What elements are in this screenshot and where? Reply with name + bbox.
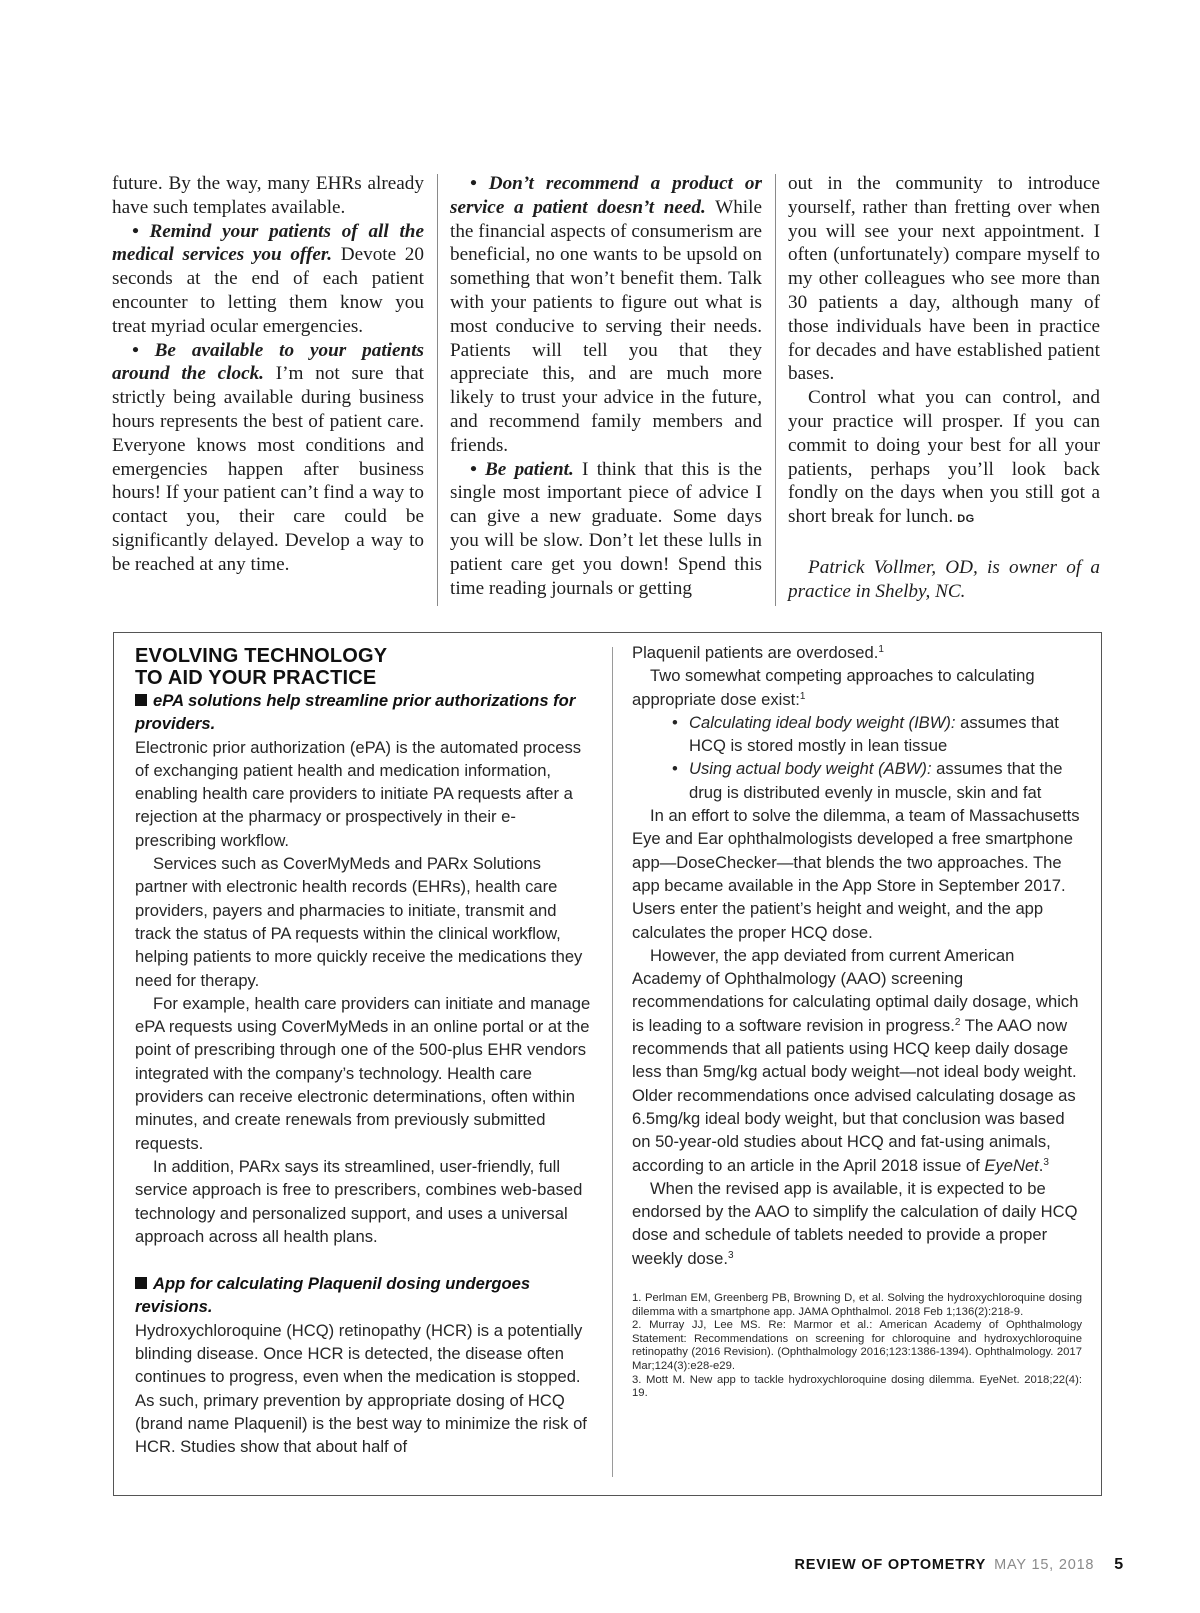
section-spacer bbox=[135, 1248, 591, 1272]
reference-item: 3. Mott M. New app to tackle hydroxychloroquine dosing dilemma. EyeNet. 2018;22(4): 19. bbox=[632, 1373, 1082, 1400]
technology-sidebar bbox=[113, 632, 1102, 1496]
tip-body: Devote 20 seconds at the end of each patient encounter to letting them know you treat myriad ocular emergencies. bbox=[112, 244, 424, 337]
article-column-1 bbox=[112, 172, 424, 577]
tip-be-available bbox=[112, 339, 424, 577]
publication-name: REVIEW OF OPTOMETRY bbox=[794, 1557, 987, 1573]
reference-item: 2. Murray JJ, Lee MS. Re: Marmor et al.: American Academy of Ophthalmology Statement: Recommendations on screening for chloroquine and hydroxychloroquine retinopathy (2016 Revision). (Ophthalmology 2016;123:1386-1394). Ophthalmology. 2017 Mar;124(3):e28-e29. bbox=[632, 1319, 1082, 1372]
sidebar-paragraph: When the revised app is available, it is expected to be endorsed by the AAO to simplify the calculation of daily HCQ dose and schedule of tablets needed to provide a proper weekly dose.$^3$ bbox=[632, 1178, 1078, 1268]
tip-dont-upsell bbox=[450, 172, 762, 458]
issue-date: MAY 15, 2018 bbox=[994, 1557, 1095, 1573]
end-mark: DG bbox=[957, 513, 975, 526]
sidebar-paragraph: Hydroxychloroquine (HCQ) retinopathy (HCR) is a potentially blinding disease. Once HCR is detected, the disease often continues to progress, even when the medication is stopped. As such, primary prevention by appropriate dosing of HCQ (brand name Plaquenil) is the best way to minimize the risk of HCR. Studies show that about half of bbox=[135, 1320, 587, 1457]
sidebar-paragraph: In an effort to solve the dilemma, a team of Massachusetts Eye and Ear ophthalmologists developed a free smartphone app—DoseChecker—that blends the two approaches. The app became available in the App Store in September 2017. Users enter the patient’s height and weight, and the app calculates the proper HCQ dose. bbox=[632, 806, 1080, 942]
sidebar-paragraph: However, the app deviated from current American Academy of Ophthalmology (AAO) screening recommendations for calculating optimal daily dosage, which is leading to a software revision in progress.$^2$ The AAO now recommends that all patients using HCQ keep daily dosage less than 5mg/kg actual body weight—not ideal body weight. Older recommendations once advised calculating dosage as 6.5mg/kg ideal body weight, but that conclusion was based on 50-year-old studies about HCQ and fat-using animals, according to an article in the April 2018 issue of EyeNet.$^3$ bbox=[632, 945, 1079, 1175]
article-paragraph: out in the community to introduce yourself, rather than fretting over when you will see your next appointment. I often (unfortunately) compare myself to my other colleagues who see more than 30 patients a day, although many of those individuals have been in practice for decades and have established patient bases. bbox=[788, 173, 1100, 385]
tip-remind-services bbox=[112, 220, 424, 339]
sidebar-paragraph: Services such as CoverMyMeds and PARx Solutions partner with electronic health records (EHRs), health care providers, payers and pharmacies to initiate, transmit and track the status of PA requests within the clinical workflow, helping patients to more quickly receive the medications they need for therapy. bbox=[135, 854, 583, 990]
reference-item: 1. Perlman EM, Greenberg PB, Browning D, et al. Solving the hydroxychloroquine dosing dilemma with a smartphone app. JAMA Ophthalmol. 2018 Feb 1;136(2):218-9. bbox=[632, 1292, 1082, 1318]
sidebar-paragraph: Plaquenil patients are overdosed.$^1$ bbox=[632, 643, 884, 662]
section-heading-epa: ePA solutions help streamline prior authorizations for providers. bbox=[135, 691, 576, 734]
sidebar-title: EVOLVING TECHNOLOGY TO AID YOUR PRACTICE bbox=[135, 645, 388, 689]
sidebar-paragraph: Two somewhat competing approaches to calculating appropriate dose exist:$^1$ bbox=[632, 666, 1035, 709]
tip-be-patient bbox=[450, 458, 762, 601]
column-divider bbox=[437, 174, 438, 606]
tip-body: I think that this is the single most important piece of advice I can give a new graduate. Some days you will be slow. Don’t let these lulls in patient care get you down! Spend this time reading journals or getting bbox=[450, 458, 762, 599]
tip-heading: • Don’t recommend a product or service a patient doesn’t need. bbox=[450, 173, 762, 218]
tip-heading: • Be patient. bbox=[470, 458, 574, 480]
list-item: • Using actual body weight (ABW): assumes that the drug is distributed evenly in muscle, skin and fat bbox=[632, 757, 1082, 804]
article-column-3 bbox=[788, 172, 1100, 604]
square-bullet-icon bbox=[135, 1277, 147, 1289]
tip-body: I’m not sure that strictly being available during business hours represents the best of patient care. Everyone knows most conditions and emergencies happen after business hours! If your patient can’t find a way to contact you, their care could be significantly delayed. Develop a way to be reached at any time. bbox=[112, 363, 424, 575]
sidebar-column-divider bbox=[612, 647, 613, 1477]
tip-body: While the financial aspects of consumerism are beneficial, no one wants to be upsold on something that won’t benefit them. Talk with your patients to figure out what is most conducive to serving their needs. Patients will tell you that they appreciate this, and are much more likely to trust your advice in the future, and recommend family members and friends. bbox=[450, 196, 762, 456]
tip-heading: • Remind your patients of all the medical services you offer. bbox=[112, 220, 424, 266]
article-paragraph: future. By the way, many EHRs already have such templates available. bbox=[112, 173, 424, 218]
article-closing-paragraph: Control what you can control, and your practice will prosper. If you can commit to doing your best for all your patients, perhaps you’ll look back fondly on the days when you still got a short break for lunch. DG bbox=[788, 387, 1100, 528]
sidebar-right-column bbox=[632, 641, 1082, 1401]
sidebar-paragraph: In addition, PARx says its streamlined, user-friendly, full service approach is free to prescribers, combines web-based technology and personalized support, and uses a universal approach across all health plans. bbox=[135, 1156, 583, 1246]
page-footer bbox=[795, 1556, 1125, 1574]
author-byline: Patrick Vollmer, OD, is owner of a practice in Shelby, NC. bbox=[788, 556, 1100, 602]
dose-approach-list bbox=[632, 711, 1082, 804]
section-heading-plaquenil: App for calculating Plaquenil dosing undergoes revisions. bbox=[135, 1274, 531, 1317]
column-divider bbox=[775, 174, 776, 606]
article-column-2 bbox=[450, 172, 762, 600]
page-number: 5 bbox=[1114, 1556, 1124, 1573]
article-body bbox=[112, 172, 1102, 612]
sidebar-paragraph: For example, health care providers can initiate and manage ePA requests using CoverMyMeds in an online portal or at the point of prescribing through one of the 500-plus EHR vendors integrated with the company’s technology. Health care providers can receive electronic determinations, often within minutes, and create renewals from previously submitted requests. bbox=[135, 993, 591, 1153]
list-item: • Calculating ideal body weight (IBW): assumes that HCQ is stored mostly in lean tissue bbox=[632, 711, 1082, 758]
square-bullet-icon bbox=[135, 694, 147, 706]
sidebar-paragraph: Electronic prior authorization (ePA) is the automated process of exchanging patient health and medication information, enabling health care providers to initiate PA requests after a rejection at the pharmacy or prospectively in their e-prescribing workflow. bbox=[135, 737, 582, 850]
tip-heading: • Be available to your patients around the clock. bbox=[112, 339, 424, 385]
sidebar-left-column bbox=[135, 645, 591, 1459]
references-list bbox=[632, 1292, 1082, 1401]
